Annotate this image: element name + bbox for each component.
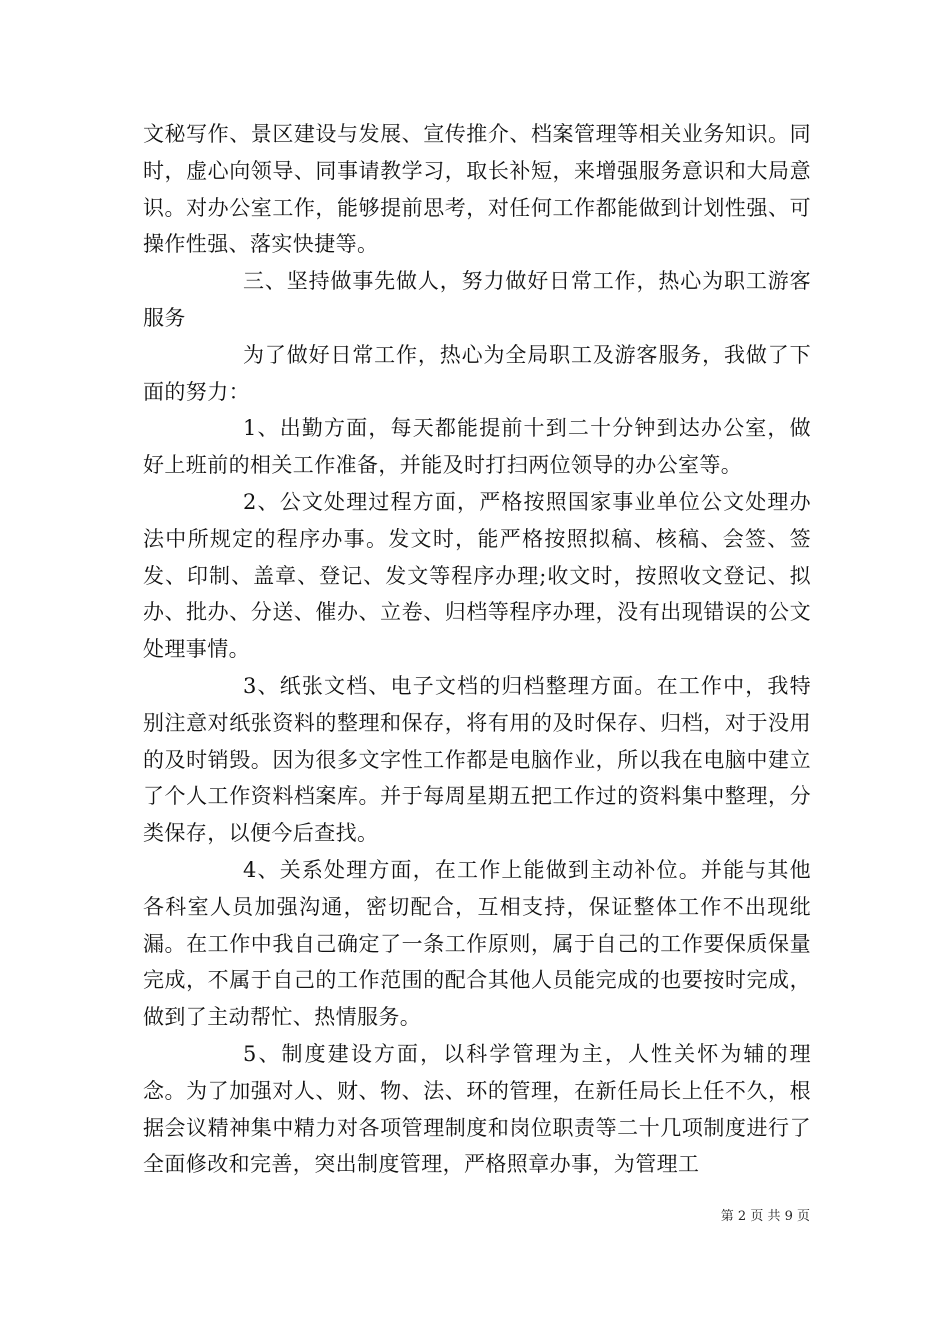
list-item-relations: 4、关系处理方面，在工作上能做到主动补位。并能与其他各科室人员加强沟通，密切配合，互相支持，保证整体工作不出现纰漏。在工作中我自己确定了一条工作原则，属于自己的工作要保质保量完成，不属于自己的工作范围的配合其他人员能完成的也要按时完成，做到了主动帮忙、热情服务。: [143, 857, 811, 1030]
section-heading-three: 三、坚持做事先做人，努力做好日常工作，热心为职工游客服务: [143, 269, 811, 330]
list-item-document-processing: 2、公文处理过程方面，严格按照国家事业单位公文处理办法中所规定的程序办事。发文时，能严格按照拟稿、核稿、会签、签发、印制、盖章、登记、发文等程序办理;收文时，按照收文登记、拟办、批办、分送、催办、立卷、归档等程序办理，没有出现错误的公文处理事情。: [143, 489, 811, 662]
paragraph-continuation: 文秘写作、景区建设与发展、宣传推介、档案管理等相关业务知识。同时，虚心向领导、同事请教学习，取长补短，来增强服务意识和大局意识。对办公室工作，能够提前思考，对任何工作都能做到计划性强、可操作性强、落实快捷等。: [143, 122, 811, 257]
list-item-system-building: 5、制度建设方面，以科学管理为主，人性关怀为辅的理念。为了加强对人、财、物、法、环的管理，在新任局长上任不久，根据会议精神集中精力对各项管理制度和岗位职责等二十几项制度进行了全面修改和完善，突出制度管理，严格照章办事，为管理工: [143, 1041, 811, 1177]
page-number: 第 2 页 共 9 页: [720, 1209, 810, 1224]
paragraph-intro: 为了做好日常工作，热心为全局职工及游客服务，我做了下面的努力：: [143, 342, 811, 404]
list-item-archiving: 3、纸张文档、电子文档的归档整理方面。在工作中，我特别注意对纸张资料的整理和保存，将有用的及时保存、归档，对于没用的及时销毁。因为很多文字性工作都是电脑作业，所以我在电脑中建立了个人工作资料档案库。并于每周星期五把工作过的资料集中整理，分类保存，以便今后查找。: [143, 673, 811, 846]
list-item-attendance: 1、出勤方面，每天都能提前十到二十分钟到达办公室，做好上班前的相关工作准备，并能及时打扫两位领导的办公室等。: [143, 416, 811, 478]
document-body: [143, 116, 811, 1183]
